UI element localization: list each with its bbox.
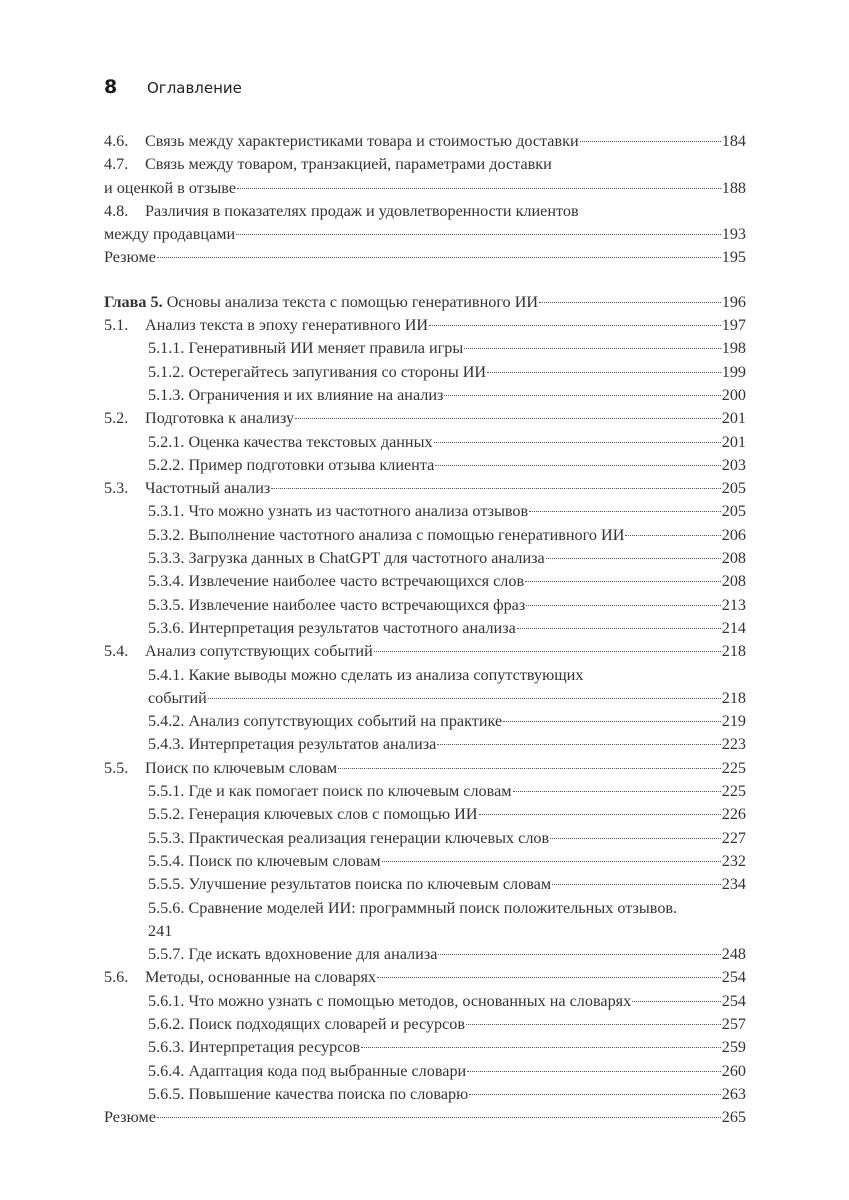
dot-leader — [467, 1070, 721, 1072]
dot-leader — [546, 557, 721, 559]
dot-leader — [550, 837, 721, 839]
page-ref: 254 — [721, 991, 746, 1010]
dot-leader — [479, 813, 721, 815]
toc-entry-5-5-1[interactable] — [104, 780, 746, 803]
entry-title: 5.3.3. Загрузка данных в ChatGPT для частотного анализа — [148, 549, 545, 568]
page-ref: 265 — [721, 1108, 746, 1127]
page-ref: 226 — [721, 805, 746, 824]
page-ref: 241 — [148, 921, 173, 940]
toc-entry-5-5[interactable] — [104, 757, 746, 780]
dot-leader — [513, 790, 721, 792]
entry-title: 5.5.5. Улучшение результатов поиска по ключевым словам — [148, 875, 552, 894]
entry-title-line1: Связь между товаром, транзакцией, параметрами доставки — [145, 155, 552, 174]
section-number: 4.7. — [104, 155, 129, 174]
page-ref: 208 — [721, 572, 746, 591]
dot-leader — [526, 604, 720, 606]
page-ref: 232 — [721, 851, 746, 870]
toc-entry-5-4-1[interactable] — [104, 664, 746, 711]
dot-leader — [580, 140, 721, 142]
page-ref: 225 — [721, 782, 746, 801]
entry-title: 5.3.5. Извлечение наиболее часто встречающихся фраз — [148, 595, 526, 614]
entry-title-line2: между продавцами — [104, 225, 236, 244]
entry-title: 5.1.3. Ограничения и их влияние на анализ — [148, 385, 444, 404]
toc-entry-5-1-1[interactable] — [104, 337, 746, 360]
page-ref: 223 — [721, 735, 746, 754]
page-ref: 205 — [721, 479, 746, 498]
page-ref: 198 — [721, 339, 746, 358]
entry-title: 5.5.1. Где и как помогает поиск по ключевым словам — [148, 782, 512, 801]
entry-title: 5.4.3. Интерпретация результатов анализа — [148, 735, 437, 754]
toc-entry-summary-ch4[interactable] — [104, 246, 746, 269]
entry-title-line1: 5.5.6. Сравнение моделей ИИ: программный поиск положительных отзывов. — [148, 898, 678, 917]
section-number: 5.4. — [104, 642, 129, 661]
toc-entry-5-1-3[interactable] — [104, 384, 746, 407]
section-number: 5.2. — [104, 409, 129, 428]
entry-title: 5.3.1. Что можно узнать из частотного анализа отзывов — [148, 502, 529, 521]
page-ref: 199 — [721, 362, 746, 381]
dot-leader — [552, 883, 721, 885]
dot-leader — [517, 627, 721, 629]
dot-leader — [237, 187, 721, 189]
entry-title: 5.3.2. Выполнение частотного анализа с помощью генеративного ИИ — [148, 525, 625, 544]
page-ref: 259 — [721, 1038, 746, 1057]
toc-entry-5-5-7[interactable] — [104, 943, 746, 966]
dot-leader — [469, 1093, 721, 1095]
toc-entry-5-3-1[interactable] — [104, 500, 746, 523]
entry-title: Поиск по ключевым словам — [145, 758, 338, 777]
running-title: Оглавление — [147, 79, 242, 97]
entry-title: 5.5.7. Где искать вдохновение для анализа — [148, 945, 438, 964]
page-ref: 219 — [721, 712, 746, 731]
page-ref: 248 — [721, 945, 746, 964]
page-ref: 206 — [721, 525, 746, 544]
toc-entry-5-4-3[interactable] — [104, 733, 746, 756]
toc-entry-5-3-6[interactable] — [104, 617, 746, 640]
page-header — [104, 76, 242, 98]
toc-entry-5-6-2[interactable] — [104, 1013, 746, 1036]
dot-leader — [539, 301, 721, 303]
page-ref: 234 — [721, 875, 746, 894]
dot-leader — [529, 510, 721, 512]
toc-entry-5-4-2[interactable] — [104, 710, 746, 733]
dot-leader — [438, 953, 720, 955]
page-ref: 205 — [721, 502, 746, 521]
dot-leader — [271, 487, 720, 489]
entry-title: 5.6.1. Что можно узнать с помощью методов, основанных на словарях — [148, 991, 632, 1010]
chapter-title: Основы анализа текста с помощью генеративного ИИ — [166, 292, 539, 311]
toc-entry-5-6-5[interactable] — [104, 1083, 746, 1106]
dot-leader — [295, 417, 721, 419]
toc-entry-5-2[interactable] — [104, 407, 746, 430]
entry-title: 5.1.2. Остерегайтесь запугивания со стороны ИИ — [148, 362, 487, 381]
entry-title: 5.6.4. Адаптация кода под выбранные словари — [148, 1061, 467, 1080]
entry-title: Резюме — [104, 1108, 156, 1127]
page-ref: 203 — [721, 455, 746, 474]
dot-leader — [487, 371, 721, 373]
dot-leader — [338, 767, 721, 769]
entry-title: 5.3.4. Извлечение наиболее часто встречающихся слов — [148, 572, 525, 591]
page-ref: 196 — [721, 292, 746, 311]
page-ref: 188 — [721, 178, 746, 197]
entry-title: 5.1.1. Генеративный ИИ меняет правила игры — [148, 339, 464, 358]
toc-entry-5-3-5[interactable] — [104, 594, 746, 617]
entry-title-line1: 5.4.1. Какие выводы можно сделать из анализа сопутствующих — [148, 665, 584, 684]
entry-title: 5.4.2. Анализ сопутствующих событий на практике — [148, 712, 503, 731]
entry-title: Анализ сопутствующих событий — [145, 642, 373, 661]
toc-entry-5-6-1[interactable] — [104, 990, 746, 1013]
page-ref: 254 — [721, 968, 746, 987]
entry-title: Частотный анализ — [145, 479, 271, 498]
toc-entry-5-5-2[interactable] — [104, 803, 746, 826]
dot-leader — [632, 1000, 721, 1002]
dot-leader — [434, 441, 721, 443]
dot-leader — [236, 233, 721, 235]
toc-entry-5-1-2[interactable] — [104, 361, 746, 384]
toc-entry-5-2-1[interactable] — [104, 431, 746, 454]
page-ref: 193 — [721, 225, 746, 244]
dot-leader — [382, 860, 721, 862]
toc-entry-5-5-5[interactable] — [104, 873, 746, 896]
entry-title: 5.3.6. Интерпретация результатов частотного анализа — [148, 618, 516, 637]
entry-title: Связь между характеристиками товара и стоимостью доставки — [145, 132, 579, 150]
page-ref: 197 — [721, 316, 746, 335]
dot-leader — [157, 256, 721, 258]
page-ref: 200 — [721, 385, 746, 404]
dot-leader — [429, 324, 721, 326]
toc-entry-4-8[interactable] — [104, 200, 746, 247]
dot-leader — [625, 534, 720, 536]
page-ref: 225 — [721, 758, 746, 777]
dot-leader — [377, 976, 721, 978]
page-ref: 195 — [721, 248, 746, 267]
toc-entry-summary-ch5[interactable] — [104, 1106, 746, 1129]
dot-leader — [444, 394, 720, 396]
section-number: 5.5. — [104, 758, 129, 777]
toc-entry-5-6-3[interactable] — [104, 1036, 746, 1059]
toc-entry-4-7[interactable] — [104, 153, 746, 200]
entry-title: 5.5.4. Поиск по ключевым словам — [148, 851, 381, 870]
page-ref: 218 — [721, 642, 746, 661]
toc-entry-5-6[interactable] — [104, 966, 746, 989]
entry-title: Резюме — [104, 248, 156, 267]
toc-entry-5-5-4[interactable] — [104, 850, 746, 873]
dot-leader — [157, 1116, 721, 1118]
toc-entry-5-3-3[interactable] — [104, 547, 746, 570]
dot-leader — [435, 464, 720, 466]
entry-title: 5.2.2. Пример подготовки отзыва клиента — [148, 455, 435, 474]
page-ref: 260 — [721, 1061, 746, 1080]
toc-entry-5-3[interactable] — [104, 477, 746, 500]
dot-leader — [466, 1023, 721, 1025]
section-number: 5.1. — [104, 316, 129, 335]
entry-title: Методы, основанные на словарях — [145, 968, 377, 987]
page-number: 8 — [104, 76, 118, 98]
page-ref: 218 — [721, 688, 746, 707]
toc-entry-5-5-6[interactable] — [104, 897, 746, 944]
entry-title-line1: Различия в показателях продаж и удовлетворенности клиентов — [145, 201, 579, 220]
page-ref: 263 — [721, 1084, 746, 1103]
toc-entry-4-6[interactable] — [104, 130, 746, 153]
toc-entry-5-3-2[interactable] — [104, 524, 746, 547]
page-ref: 184 — [721, 132, 746, 150]
table-of-contents — [104, 130, 746, 1129]
dot-leader — [503, 720, 721, 722]
dot-leader — [437, 743, 720, 745]
dot-leader — [525, 580, 721, 582]
toc-entry-5-6-4[interactable] — [104, 1060, 746, 1083]
entry-title: 5.2.1. Оценка качества текстовых данных — [148, 432, 433, 451]
toc-entry-5-4[interactable] — [104, 640, 746, 663]
page-ref: 213 — [721, 595, 746, 614]
chapter-label: Глава 5. — [104, 292, 163, 311]
dot-leader — [361, 1046, 721, 1048]
dot-leader — [208, 697, 721, 699]
page-ref: 208 — [721, 549, 746, 568]
toc-entry-5-1[interactable] — [104, 314, 746, 337]
entry-title: Подготовка к анализу — [145, 409, 295, 428]
section-number: 5.6. — [104, 968, 129, 987]
page-ref: 214 — [721, 618, 746, 637]
dot-leader — [464, 347, 721, 349]
page-ref: 257 — [721, 1014, 746, 1033]
page-ref: 227 — [721, 828, 746, 847]
page-ref: 201 — [721, 409, 746, 428]
dot-leader — [374, 650, 721, 652]
entry-title: 5.5.3. Практическая реализация генерации ключевых слов — [148, 828, 550, 847]
section-number: 4.8. — [104, 201, 129, 220]
entry-title: 5.6.5. Повышение качества поиска по словарю — [148, 1084, 469, 1103]
section-number: 4.6. — [104, 132, 129, 150]
section-number: 5.3. — [104, 479, 129, 498]
entry-title: Анализ текста в эпоху генеративного ИИ — [145, 316, 429, 335]
toc-chapter-5[interactable] — [104, 291, 746, 314]
entry-title-line2: и оценкой в отзыве — [104, 178, 237, 197]
entry-title: 5.5.2. Генерация ключевых слов с помощью ИИ — [148, 805, 478, 824]
toc-entry-5-5-3[interactable] — [104, 827, 746, 850]
entry-title: 5.6.3. Интерпретация ресурсов — [148, 1038, 361, 1057]
entry-title-line2: событий — [148, 688, 207, 707]
toc-entry-5-2-2[interactable] — [104, 454, 746, 477]
entry-title: 5.6.2. Поиск подходящих словарей и ресурсов — [148, 1014, 466, 1033]
toc-entry-5-3-4[interactable] — [104, 570, 746, 593]
page-ref: 201 — [721, 432, 746, 451]
